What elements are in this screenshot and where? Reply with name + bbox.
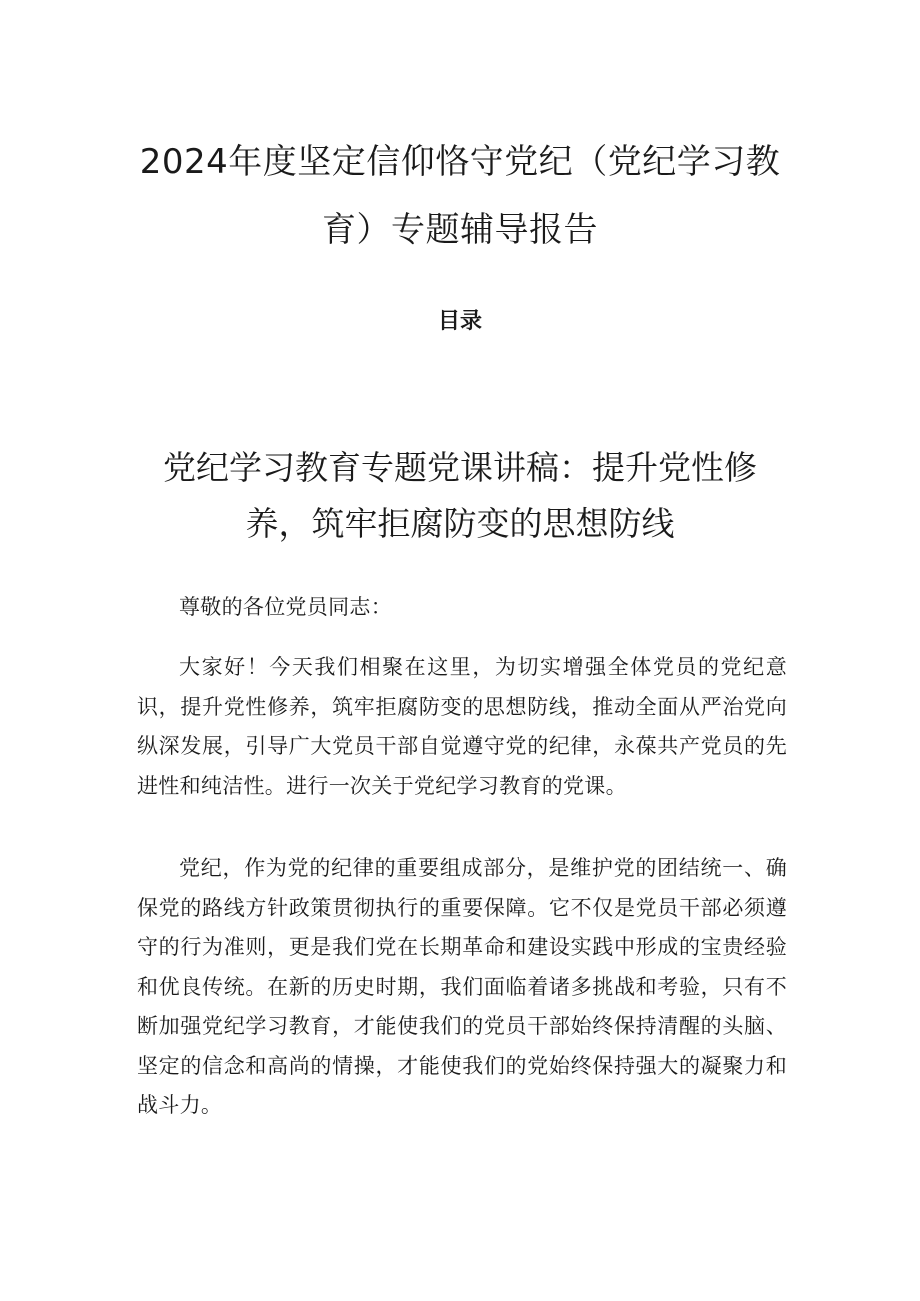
section-title: 党纪学习教育专题党课讲稿：提升党性修养，筑牢拒腐防变的思想防线 (163, 448, 757, 543)
document-title: 2024年度坚定信仰恪守党纪（党纪学习教育）专题辅导报告 (139, 142, 781, 250)
body-paragraph: 党纪，作为党的纪律的重要组成部分，是维护党的团结统一、确保党的路线方针政策贯彻执行的重要保障。它不仅是党员干部必须遵守的行为准则，更是我们党在长期革命和建设实践中形成的宝贵经验和优良传统。在新的历史时期，我们面临着诸多挑战和考验，只有不断加强党纪学习教育，才能使我们的党员干部始终保持清醒的头脑、坚定的信念和高尚的情操，才能使我们的党始终保持强大的凝聚力和战斗力。 (137, 856, 787, 1117)
greeting: 尊敬的各位党员同志： (179, 595, 392, 619)
table-of-contents-label: 目录 (437, 309, 482, 334)
body-paragraph: 大家好！今天我们相聚在这里，为切实增强全体党员的党纪意识，提升党性修养，筑牢拒腐防变的思想防线，推动全面从严治党向纵深发展，引导广大党员干部自觉遵守党的纪律，永葆共产党员的先进性和纯洁性。进行一次关于党纪学习教育的党课。 (137, 655, 787, 798)
